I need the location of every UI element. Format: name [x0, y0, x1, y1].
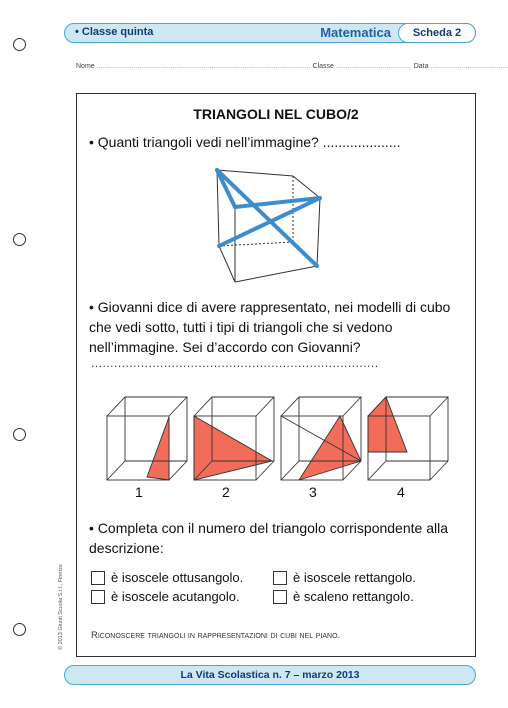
footer-bar: La Vita Scolastica n. 7 – marzo 2013: [64, 665, 476, 685]
copyright-note: © 2013 Giunti Scuola S.r.l., Firenze: [58, 564, 64, 650]
question-1: • Quanti triangoli vedi nell’immagine? ....................: [89, 134, 401, 150]
binder-hole-4: [13, 623, 26, 636]
question-3: • Completa con il numero del triangolo corrispondente alla descrizione:: [89, 520, 448, 556]
date-field-label: Data: [413, 63, 429, 70]
cube-number-3: 3: [309, 484, 317, 500]
worksheet-title: TRIANGOLI NEL CUBO/2: [193, 106, 359, 122]
learning-objective: Riconoscere triangoli in rappresentazioni di cubi nel piano.: [91, 630, 341, 641]
subject-title: Matematica: [320, 25, 391, 40]
option-label: è isoscele acutangolo.: [111, 589, 240, 604]
main-cube-blue-lines: [217, 170, 320, 266]
question-2: • Giovanni dice di avere rappresentato, nei modelli di cubo che vedi sotto, tutti i tipi di triangoli che si vedono nell’immagine. Sei d’accordo con Giovanni?: [89, 299, 451, 355]
student-fields: Nome .............................................................................................................. Classe ....................................... Data ........................................: [76, 63, 508, 70]
answer-line[interactable]: ...........................................................................: [91, 356, 379, 370]
cube-1: [107, 397, 187, 480]
cube-3: [281, 397, 361, 480]
option-row: [273, 589, 414, 604]
option-row: [273, 570, 416, 585]
cube-2: [194, 397, 274, 480]
cube-4: [368, 397, 448, 480]
option-row: [91, 570, 243, 585]
answer-box-2[interactable]: [273, 571, 287, 585]
header-bar: [64, 23, 476, 43]
cube-number-4: 4: [397, 484, 405, 500]
worksheet-frame: [76, 93, 476, 657]
option-label: è scaleno rettangolo.: [293, 589, 414, 604]
name-field-label: Nome: [76, 63, 95, 70]
answer-box-1[interactable]: [91, 571, 105, 585]
option-row: [91, 589, 240, 604]
binder-hole-3: [13, 428, 26, 441]
class-label: • Classe quinta: [75, 26, 154, 38]
answer-box-4[interactable]: [273, 590, 287, 604]
class-field-label: Classe: [312, 63, 334, 70]
option-label: è isoscele rettangolo.: [293, 570, 416, 585]
option-label: è isoscele ottusangolo.: [111, 570, 244, 585]
binder-hole-2: [13, 233, 26, 246]
cube-number-1: 1: [135, 484, 143, 500]
answer-box-3[interactable]: [91, 590, 105, 604]
sheet-number: Scheda 2: [398, 23, 476, 43]
binder-hole-1: [13, 38, 26, 51]
cube-number-2: 2: [222, 484, 230, 500]
